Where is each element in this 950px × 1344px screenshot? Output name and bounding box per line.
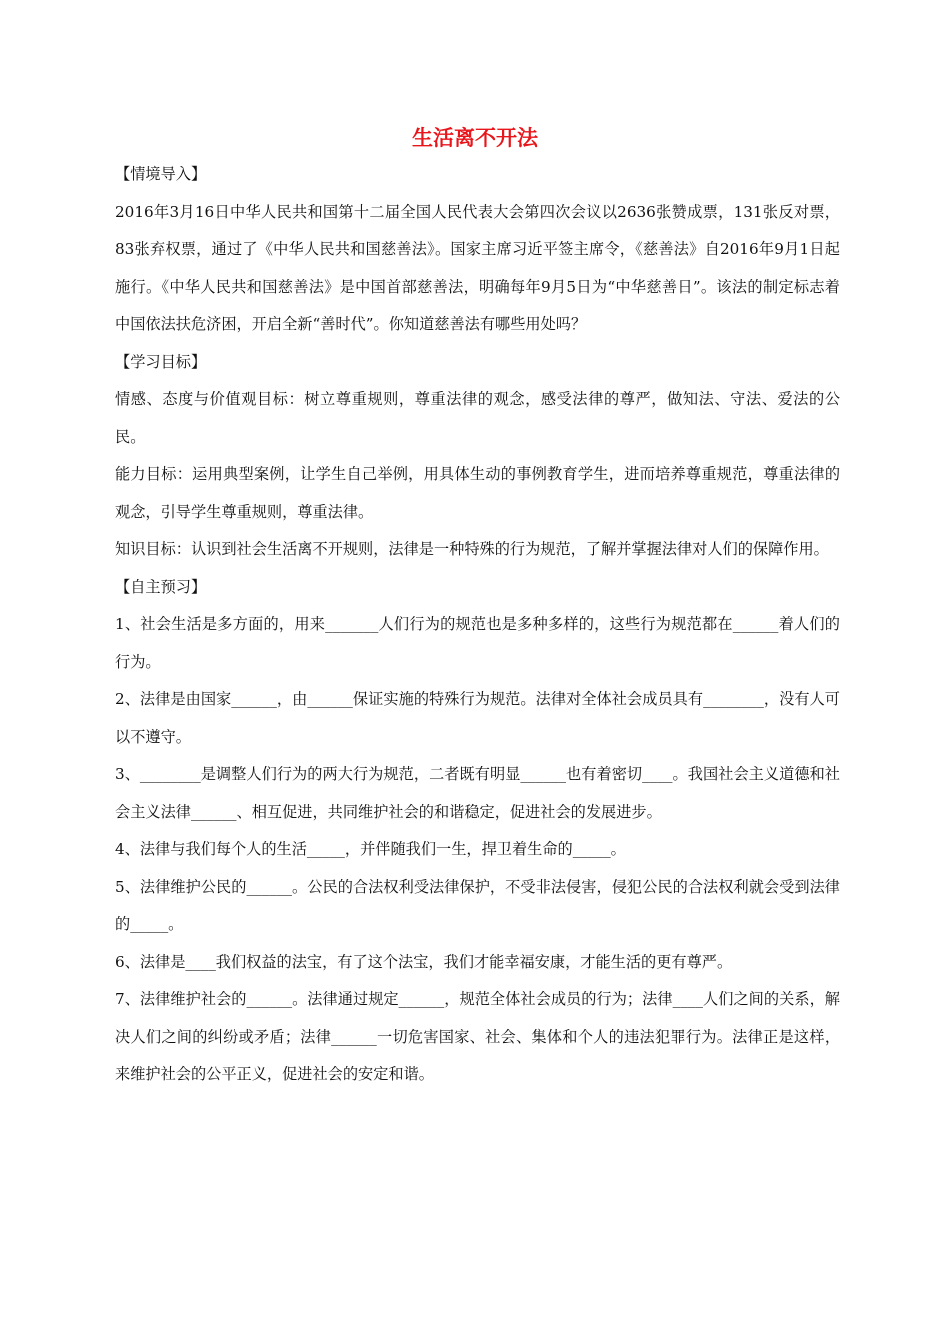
goal-emotion-paragraph: 情感、态度与价值观目标：树立尊重规则，尊重法律的观念，感受法律的尊严，做知法、守法、爱法的公民。 xyxy=(115,390,840,446)
question-4: 4、法律与我们每个人的生活_____，并伴随我们一生，捍卫着生命的_____。 xyxy=(115,840,626,858)
section-heading-preview: 【自主预习】 xyxy=(115,577,207,596)
question-7: 7、法律维护社会的______。法律通过规定______，规范全体社会成员的行为；法律____人们之间的关系，解决人们之间的纠纷或矛盾；法律______一切危害国家、社会、集体和个人的违法犯罪行为。法律正是这样，来维护社会的公平正义，促进社会的安定和谐。 xyxy=(115,990,840,1083)
question-1: 1、社会生活是多方面的，用来_______人们行为的规范也是多种多样的，这些行为规范都在______着人们的行为。 xyxy=(115,615,840,671)
document-body xyxy=(115,156,840,1094)
question-3: 3、________是调整人们行为的两大行为规范，二者既有明显______也有着密切____。我国社会主义道德和社会主义法律______、相互促进，共同维护社会的和谐稳定，促进社会的发展进步。 xyxy=(115,765,840,821)
intro-paragraph: 2016年3月16日中华人民共和国第十二届全国人民代表大会第四次会议以2636张赞成票，131张反对票，83张弃权票，通过了《中华人民共和国慈善法》。国家主席习近平签主席令，《慈善法》自2016年9月1日起施行。《中华人民共和国慈善法》是中国首部慈善法，明确每年9月5日为“中华慈善日”。该法的制定标志着中国依法扶危济困，开启全新“善时代”。你知道慈善法有哪些用处吗？ xyxy=(115,202,840,333)
section-heading-goals: 【学习目标】 xyxy=(115,352,207,371)
question-5: 5、法律维护公民的______。公民的合法权利受法律保护，不受非法侵害，侵犯公民的合法权利就会受到法律的_____。 xyxy=(115,877,840,933)
page-title: 生活离不开法 xyxy=(412,126,538,150)
section-heading-intro: 【情境导入】 xyxy=(115,165,207,183)
goal-knowledge-paragraph: 知识目标：认识到社会生活离不开规则，法律是一种特殊的行为规范，了解并掌握法律对人们的保障作用。 xyxy=(115,540,829,558)
question-6: 6、法律是____我们权益的法宝，有了这个法宝，我们才能幸福安康，才能生活的更有尊严。 xyxy=(115,952,733,971)
goal-ability-paragraph: 能力目标：运用典型案例，让学生自己举例，用具体生动的事例教育学生，进而培养尊重规范，尊重法律的观念，引导学生尊重规则，尊重法律。 xyxy=(115,465,840,521)
question-2: 2、法律是由国家______，由______保证实施的特殊行为规范。法律对全体社会成员具有________，没有人可以不遵守。 xyxy=(115,690,840,746)
